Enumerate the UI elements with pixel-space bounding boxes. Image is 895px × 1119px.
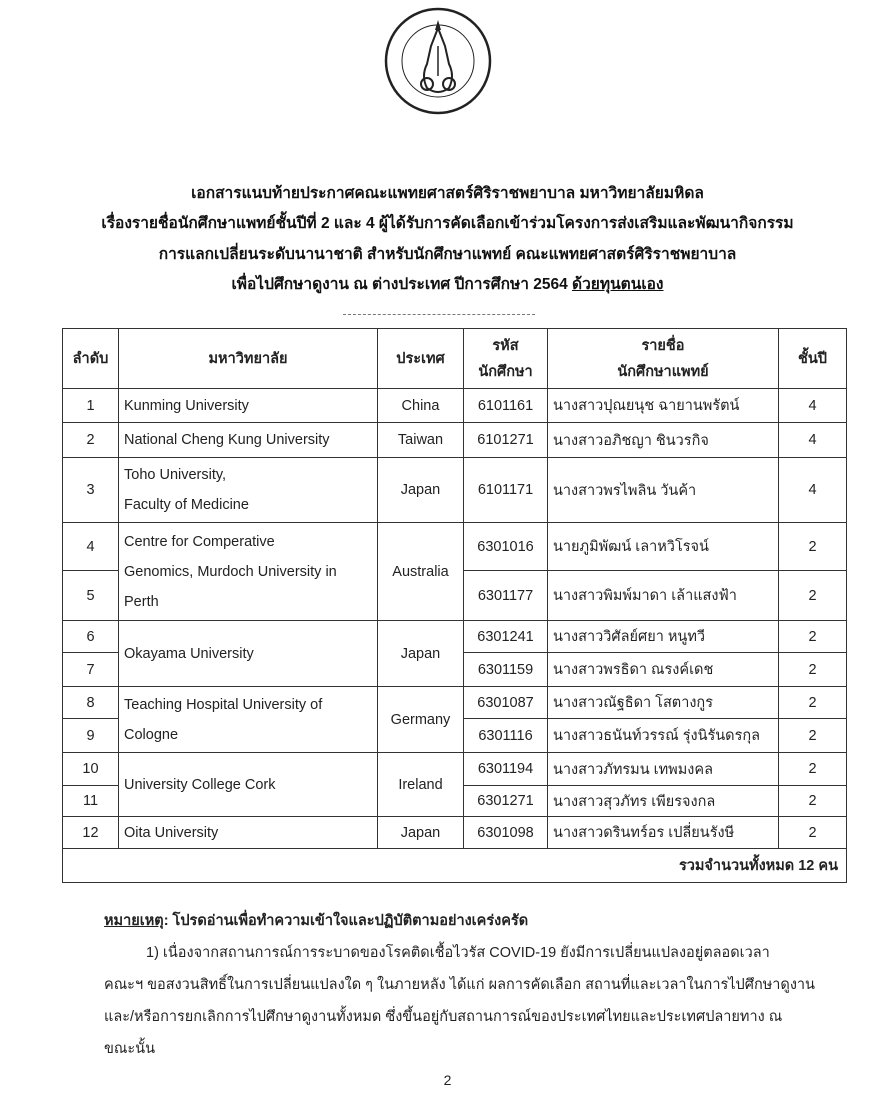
note-title-text: : โปรดอ่านเพื่อทำความเข้าใจและปฏิบัติตามอย่างเคร่งครัด — [163, 913, 529, 929]
country: Germany — [378, 687, 464, 753]
header-no: ลำดับ — [63, 329, 119, 389]
header-student-id: รหัส นักศึกษา — [464, 329, 548, 389]
header-country: ประเทศ — [378, 329, 464, 389]
year: 2 — [779, 817, 847, 849]
student-name: นางสาวพิมพ์มาดา เล้าแสงฟ้า — [548, 571, 779, 621]
student-id: 6301194 — [464, 753, 548, 786]
table-header-row — [63, 329, 847, 389]
year: 2 — [779, 753, 847, 786]
country: Japan — [378, 621, 464, 687]
year: 4 — [779, 423, 847, 458]
student-id: 6301116 — [464, 719, 548, 753]
note-line-4: ขณะนั้น — [104, 1041, 155, 1057]
heading-line-3: การแลกเปลี่ยนระดับนานาชาติ สำหรับนักศึกษาแพทย์ คณะแพทยศาสตร์ศิริราชพยาบาล — [158, 246, 737, 263]
country: Japan — [378, 817, 464, 849]
university: Teaching Hospital University of Cologne — [119, 687, 378, 753]
country: Australia — [378, 523, 464, 621]
heading-funding-underlined: ด้วยทุนตนเอง — [572, 276, 664, 293]
university: Oita University — [119, 817, 378, 849]
university: Toho University, Faculty of Medicine — [119, 458, 378, 523]
row-no: 2 — [63, 423, 119, 458]
year: 2 — [779, 653, 847, 687]
student-name: นางสาวธนันท์วรรณ์ รุ่งนิรันดรกุล — [548, 719, 779, 753]
header-year: ชั้นปี — [779, 329, 847, 389]
note-line-1: 1) เนื่องจากสถานการณ์การระบาดของโรคติดเชื้อไวรัส COVID-19 ยังมีการเปลี่ยนแปลงอยู่ตลอดเวลา — [146, 945, 770, 961]
table-row — [63, 621, 847, 653]
student-name: นางสาวอภิชญา ชินวรกิจ — [548, 423, 779, 458]
heading-line-1: เอกสารแนบท้ายประกาศคณะแพทยศาสตร์ศิริราชพยาบาล มหาวิทยาลัยมหิดล — [191, 185, 704, 202]
table-total-row — [63, 849, 847, 883]
country: China — [378, 389, 464, 423]
divider — [343, 314, 535, 315]
heading-line-4 — [0, 274, 895, 296]
year: 2 — [779, 571, 847, 621]
note-title — [104, 910, 528, 932]
row-no: 11 — [63, 786, 119, 817]
row-no: 6 — [63, 621, 119, 653]
row-no: 9 — [63, 719, 119, 753]
row-no: 8 — [63, 687, 119, 719]
table-row — [63, 389, 847, 423]
country: Taiwan — [378, 423, 464, 458]
student-name: นางสาวสุวภัทร เพียรจงกล — [548, 786, 779, 817]
university: Centre for Comperative Genomics, Murdoch University in Perth — [119, 523, 378, 621]
heading-line-2: เรื่องรายชื่อนักศึกษาแพทย์ชั้นปีที่ 2 และ 4 ผู้ได้รับการคัดเลือกเข้าร่วมโครงการส่งเสริมและพัฒนากิจกรรม — [101, 215, 794, 232]
table-row — [63, 687, 847, 719]
table-row — [63, 817, 847, 849]
student-id: 6301271 — [464, 786, 548, 817]
header-student-name: รายชื่อ นักศึกษาแพทย์ — [548, 329, 779, 389]
university: Okayama University — [119, 621, 378, 687]
student-id: 6301098 — [464, 817, 548, 849]
row-no: 12 — [63, 817, 119, 849]
student-id: 6301241 — [464, 621, 548, 653]
header-university: มหาวิทยาลัย — [119, 329, 378, 389]
student-id: 6301159 — [464, 653, 548, 687]
country: Ireland — [378, 753, 464, 817]
row-no: 10 — [63, 753, 119, 786]
year: 2 — [779, 621, 847, 653]
student-name: นางสาวปุณยนุช ฉายานพรัตน์ — [548, 389, 779, 423]
table-row — [63, 423, 847, 458]
student-name: นางสาวพรธิดา ณรงค์เดช — [548, 653, 779, 687]
student-id: 6101271 — [464, 423, 548, 458]
note-line-2: คณะฯ ขอสงวนสิทธิ์ในการเปลี่ยนแปลงใด ๆ ในภายหลัง ได้แก่ ผลการคัดเลือก สถานที่และเวลาในการไปศึกษาดูงาน — [104, 977, 815, 993]
student-name: นางสาวดรินทร์อร เปลี่ยนรังษี — [548, 817, 779, 849]
student-id: 6101171 — [464, 458, 548, 523]
student-name: นางสาววิศัลย์ศยา หนูทวี — [548, 621, 779, 653]
year: 4 — [779, 389, 847, 423]
year: 2 — [779, 786, 847, 817]
student-id: 6101161 — [464, 389, 548, 423]
university: National Cheng Kung University — [119, 423, 378, 458]
row-no: 1 — [63, 389, 119, 423]
row-no: 5 — [63, 571, 119, 621]
year: 2 — [779, 687, 847, 719]
student-name: นางสาวภัทรมน เทพมงคล — [548, 753, 779, 786]
table-row — [63, 523, 847, 571]
table-row — [63, 458, 847, 523]
note-line-3: และ/หรือการยกเลิกการไปศึกษาดูงานทั้งหมด ซึ่งขึ้นอยู่กับสถานการณ์ของประเทศไทยและประเทศปลายทาง ณ — [104, 1009, 783, 1025]
table-row — [63, 753, 847, 786]
row-no: 4 — [63, 523, 119, 571]
year: 4 — [779, 458, 847, 523]
student-name: นางสาวพรไพลิน วันค้า — [548, 458, 779, 523]
year: 2 — [779, 719, 847, 753]
page-number: 2 — [443, 1072, 452, 1088]
university: Kunming University — [119, 389, 378, 423]
total-count: รวมจำนวนทั้งหมด 12 คน — [63, 849, 847, 883]
student-name: นางสาวณัฐธิดา โสตางกูร — [548, 687, 779, 719]
student-id: 6301016 — [464, 523, 548, 571]
row-no: 7 — [63, 653, 119, 687]
mahidol-university-seal-logo — [383, 6, 493, 116]
student-list-table — [62, 328, 847, 883]
student-id: 6301087 — [464, 687, 548, 719]
note-label: หมายเหตุ — [104, 913, 164, 929]
row-no: 3 — [63, 458, 119, 523]
student-id: 6301177 — [464, 571, 548, 621]
country: Japan — [378, 458, 464, 523]
university: University College Cork — [119, 753, 378, 817]
heading-line-4-text: เพื่อไปศึกษาดูงาน ณ ต่างประเทศ ปีการศึกษา 2564 — [231, 276, 572, 293]
student-name: นายภูมิพัฒน์ เลาหวิโรจน์ — [548, 523, 779, 571]
year: 2 — [779, 523, 847, 571]
